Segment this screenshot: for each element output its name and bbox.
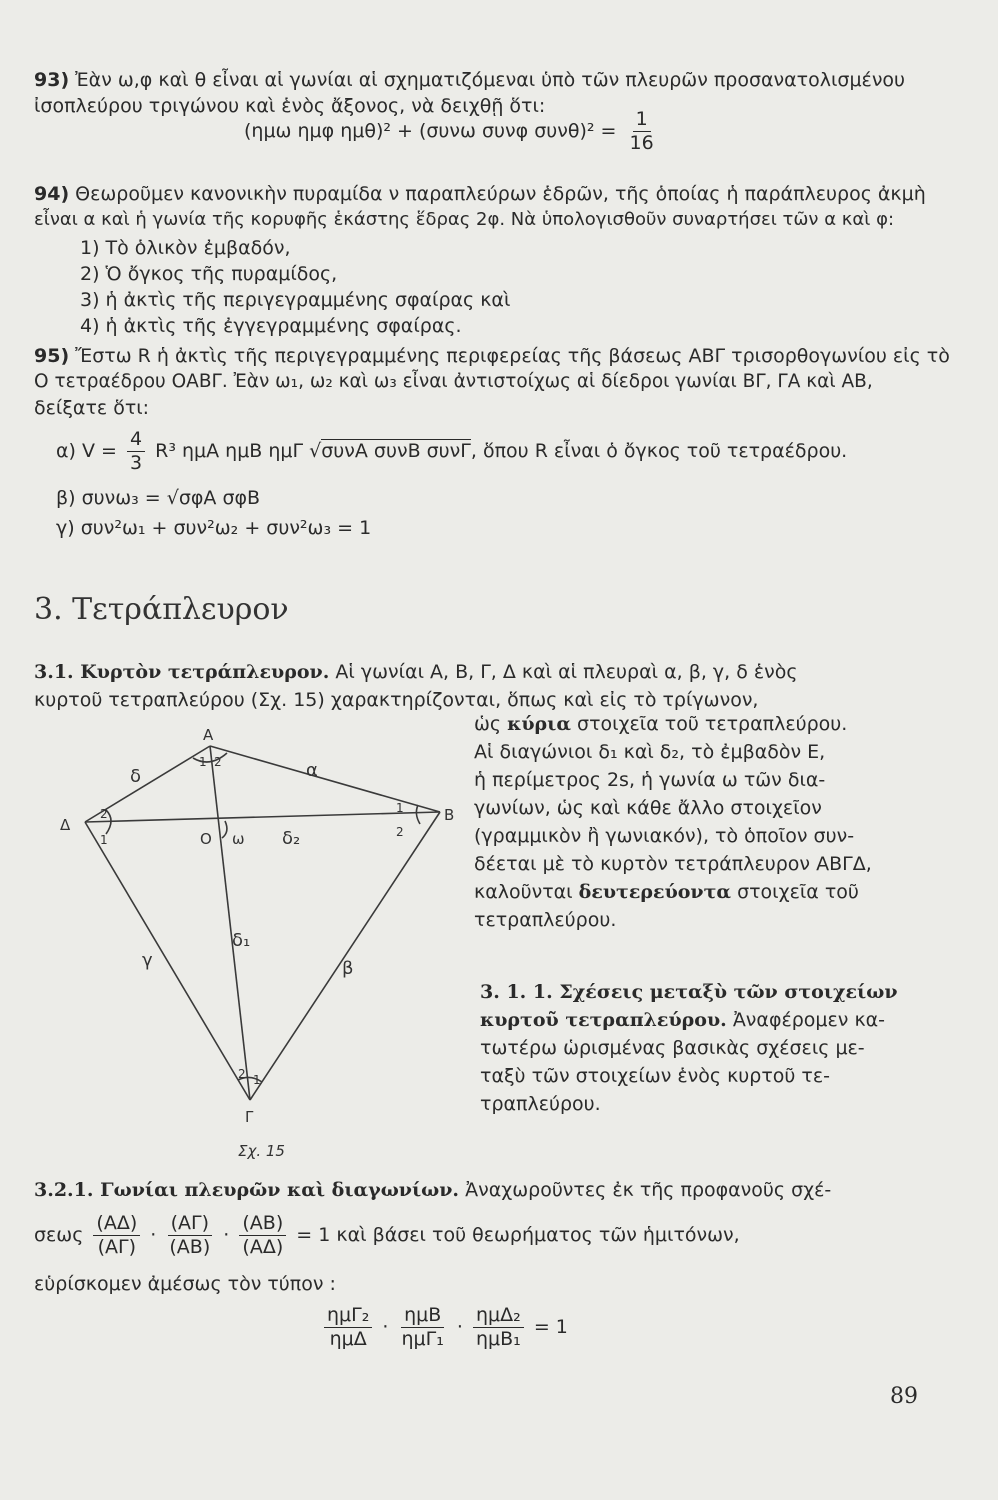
s31-l3a: ὡς [474,713,502,735]
s31-l3b: κύρια [507,713,571,735]
s311-line1 [480,980,898,1004]
s31-line2: κυρτοῦ τετραπλεύρου (Σχ. 15) χαρακτηρίζονται, ὅπως καὶ εἰς τὸ τρίγωνον, [34,689,759,711]
side-alpha [210,746,440,812]
s31-line3 [474,712,847,736]
label-omega: ω [232,830,245,848]
angle-D1: 1 [100,833,108,847]
s31-line9 [474,880,859,904]
figure-caption: Σχ. 15 [238,1142,285,1160]
s321-line3: εὑρίσκομεν ἀμέσως τὸν τύπον : [34,1273,336,1295]
s321-heading: 3.2.1. Γωνίαι πλευρῶν καὶ διαγωνίων. [34,1179,460,1201]
s321-formula [320,1304,568,1351]
formula-frac-3-num: ημΔ₂ [473,1304,524,1328]
angle-G1: 1 [253,1073,261,1087]
problem-94-item-2: 2) Ὁ ὄγκος τῆς πυραμίδος, [80,263,338,285]
problem-93-formula [244,108,661,155]
problem-95-number: 95) [34,345,70,367]
angle-A2: 2 [214,755,222,769]
label-gamma: γ [142,950,153,971]
problem-93-text1: Ἐὰν ω,φ καὶ θ εἶναι αἱ γωνίαι αἱ σχηματιζόμεναι ὑπὸ τῶν πλευρῶν προσανατολισμένου [75,69,906,91]
a-lhs: V = [81,440,117,462]
s31-l9a: καλοῦνται [474,881,573,903]
a-tail: , ὅπου R εἶναι ὁ ὄγκος τοῦ τετραέδρου. [470,440,848,462]
s31-line10: τετραπλεύρου. [474,909,617,931]
vertex-A: Α [203,726,214,744]
problem-94-line1 [34,182,926,206]
a-fraction-num: 4 [127,428,145,452]
s311-line4: ταξὺ τῶν στοιχείων ἑνὸς κυρτοῦ τε- [480,1065,830,1087]
s31-l9b: δευτερεύοντα [578,881,732,903]
label-delta: δ [130,766,142,787]
formula-fraction [627,108,657,155]
s31-line7: (γραμμικὸν ἢ γωνιακόν), τὸ ὁποῖον συν- [474,825,855,847]
diagonal-d1 [210,746,250,1100]
problem-93-line2: ἰσοπλεύρου τριγώνου καὶ ἑνὸς ἄξονος, νὰ δειχθῇ ὅτι: [34,95,546,117]
label-alpha: α [306,760,318,781]
fraction-numerator: 1 [633,108,651,132]
s31-heading: 3.1. Κυρτὸν τετράπλευρον. [34,661,330,683]
formula-lhs: (ημω ημφ ημθ)² + (συνω συνφ συνθ)² = [244,120,617,142]
side-gamma [85,822,250,1100]
formula-frac-1-den: ημΔ [329,1328,367,1350]
problem-95-line1 [34,344,950,368]
ratio-tail: = 1 καὶ βάσει τοῦ θεωρήματος τῶν ἡμιτόνων, [296,1224,740,1246]
problem-94-item-3: 3) ἡ ἀκτὶς τῆς περιγεγραμμένης σφαίρας καὶ [80,289,511,311]
s321-ratio-line [34,1212,740,1259]
a-fraction-den: 3 [130,452,143,474]
s31-line5: ἡ περίμετρος 2s, ἡ γωνία ω τῶν δια- [474,769,826,791]
a-root: συνΑ συνΒ συνΓ [321,440,471,462]
formula-frac-2-den: ημΓ₁ [401,1328,444,1350]
angle-B2: 2 [396,825,404,839]
formula-frac-2-num: ημΒ [401,1304,444,1328]
s321-line1 [34,1178,831,1202]
formula-tail: = 1 [533,1316,568,1338]
problem-94-item-4: 4) ἡ ἀκτὶς τῆς ἐγγεγραμμένης σφαίρας. [80,315,462,337]
ratio-1 [93,1212,140,1259]
diagonal-d2 [85,812,440,822]
problem-95-text1: Ἔστω R ἡ ἀκτὶς τῆς περιγεγραμμένης περιφερείας τῆς βάσεως ΑΒΓ τρισορθογωνίου εἰς τὸ [75,345,950,367]
ratio-3 [239,1212,286,1259]
s311-text2: Ἀναφέρομεν κα- [732,1009,886,1031]
vertex-O: Ο [200,830,212,848]
vertex-B: Β [444,806,455,824]
problem-95-b: β) συνω₃ = √σφΑ σφΒ [56,487,261,509]
problem-95-c: γ) συν²ω₁ + συν²ω₂ + συν²ω₃ = 1 [56,517,372,539]
problem-94-number: 94) [34,183,70,205]
s31-l9c: στοιχεῖα τοῦ [737,881,859,903]
problem-94-item-1: 1) Τὸ ὁλικὸν ἐμβαδόν, [80,237,291,259]
problem-94-line2: εἶναι α καὶ ἡ γωνία τῆς κορυφῆς ἑκάστης ἕδρας 2φ. Νὰ ὑπολογισθοῦν συναρτήσει τῶν α καὶ φ: [34,209,895,230]
angle-arc-omega [222,821,227,838]
s31-line8: δέεται μὲ τὸ κυρτὸν τετράπλευρον ΑΒΓΔ, [474,853,872,875]
vertex-D: Δ [60,816,71,834]
formula-frac-1 [324,1304,372,1351]
ratio-3-den: (ΑΔ) [242,1236,284,1258]
a-middle: R³ ημΑ ημΒ ημΓ √ [155,440,322,462]
a-label: α) [56,440,76,462]
s31-line6: γωνίων, ὡς καὶ κάθε ἄλλο στοιχεῖον [474,797,822,819]
dot-3: · [382,1316,389,1338]
page-number: 89 [890,1384,918,1409]
label-d1: δ₁ [232,930,251,951]
formula-frac-3-den: ημΒ₁ [475,1328,521,1350]
s321-pre: σεως [34,1224,84,1246]
quadrilateral-figure [0,720,460,1160]
formula-frac-2 [398,1304,446,1351]
problem-93-number: 93) [34,69,70,91]
s311-heading2: κυρτοῦ τετραπλεύρου. [480,1009,727,1031]
s31-text1: Αἱ γωνίαι Α, Β, Γ, Δ καὶ αἱ πλευραὶ α, β, γ, δ ἑνὸς [335,661,798,683]
s311-line5: τραπλεύρου. [480,1093,601,1115]
ratio-2-den: (ΑΒ) [169,1236,211,1258]
fraction-denominator: 16 [629,132,654,154]
ratio-1-den: (ΑΓ) [97,1236,137,1258]
angle-arc-B [416,805,420,824]
angle-G2: 2 [238,1067,246,1081]
ratio-2-num: (ΑΓ) [168,1212,212,1236]
problem-95-line2: Ο τετραέδρου ΟΑΒΓ. Ἐὰν ω₁, ω₂ καὶ ω₃ εἶναι ἀντιστοίχως αἱ δίεδροι γωνίαι ΒΓ, ΓΑ καὶ ΑΒ, [34,371,873,392]
s31-l3c: στοιχεῖα τοῦ τετραπλεύρου. [577,713,848,735]
vertex-G: Γ [245,1108,254,1126]
angle-A1: 1 [199,755,207,769]
angle-B1: 1 [396,801,404,815]
angle-D2: 2 [100,807,108,821]
section-title: 3. Τετράπλευρον [34,592,289,627]
formula-frac-3 [473,1304,524,1351]
s31-line1 [34,660,798,684]
dot-2: · [223,1224,230,1246]
ratio-2 [166,1212,213,1259]
dot-4: · [456,1316,463,1338]
side-beta [250,812,440,1100]
problem-93-line1 [34,68,905,92]
s311-heading1: 3. 1. 1. Σχέσεις μεταξὺ τῶν στοιχείων [480,981,898,1003]
s311-line3: τωτέρω ὡρισμένας βασικὰς σχέσεις με- [480,1037,865,1059]
s311-line2 [480,1008,885,1032]
s321-text1: Ἀναχωροῦντες ἐκ τῆς προφανοῦς σχέ- [465,1179,832,1201]
problem-95-a [56,428,847,475]
label-beta: β [342,958,354,979]
a-fraction [127,428,145,475]
ratio-3-num: (ΑΒ) [239,1212,286,1236]
s31-line4: Αἱ διαγώνιοι δ₁ καὶ δ₂, τὸ ἐμβαδὸν Ε, [474,741,826,763]
dot-1: · [150,1224,157,1246]
problem-94-text1: Θεωροῦμεν κανονικὴν πυραμίδα ν παραπλεύρων ἑδρῶν, τῆς ὁποίας ἡ παράπλευρος ἀκμὴ [75,183,926,205]
label-d2: δ₂ [282,828,301,849]
formula-frac-1-num: ημΓ₂ [324,1304,372,1328]
ratio-1-num: (ΑΔ) [93,1212,140,1236]
problem-95-line3: δείξατε ὅτι: [34,397,150,419]
